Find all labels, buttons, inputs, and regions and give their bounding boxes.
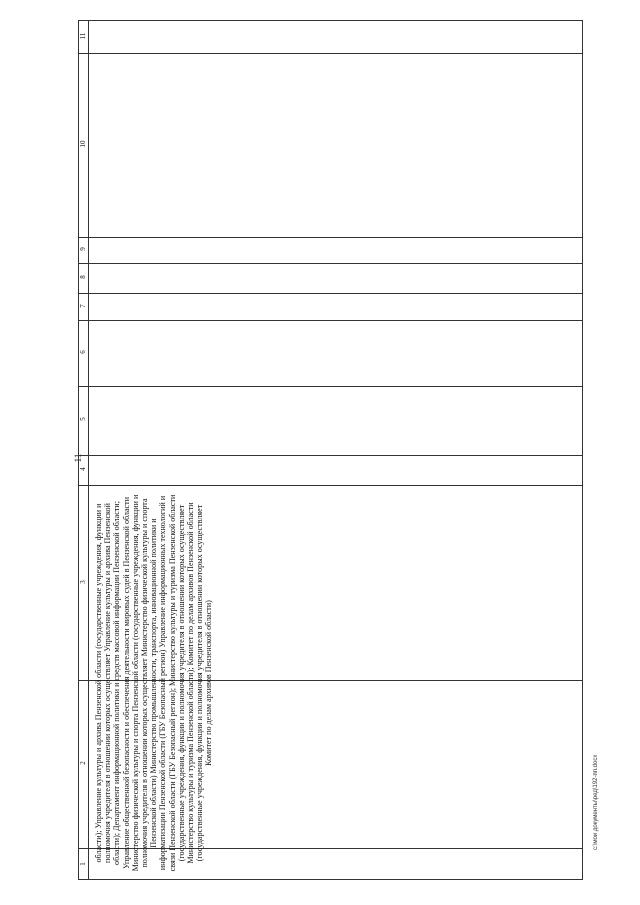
column-header-10: 10: [79, 140, 87, 148]
column-header-1: 1: [79, 862, 87, 866]
column-divider: [78, 320, 583, 321]
column-divider: [78, 53, 583, 54]
column-header-2: 2: [79, 761, 87, 765]
column-header-7: 7: [79, 304, 87, 308]
column-divider: [78, 485, 583, 486]
column-divider: [78, 455, 583, 456]
cell-column-3: [92, 488, 288, 878]
cell-column-3-text: области); Управление культуры и архива Пензенской области (государственные учреждения, функции и полномочия учредителя в отношении которых осуществляет Управление культуры и архива Пензенской области); Департамент информационной политики и средств массовой информации Пензенской области; Управление общественной безопасности и обеспечения деятельности мировых судей в Пензенской области Министерство физической культуры и спорта Пензенской области (государственные учреждения, функции и полномочия учредителя в отношении которых осуществляет Министерство физической культуры и спорта Пензенской области) Министерство промышленности, транспорта, инновационной политики и информатизации Пензенской области (ГБУ Безопасный регион) Управление информационных технологий и связи Пензенской области (ГБУ Безопасный регион); Министерство культуры и туризма Пензенской области (государственные учреждения, функции и полномочия учредителя в отношении которых осуществляет Министерство культуры и туризма Пензенской области); Комитет по делам архивов Пензенской области (государственные учреждения, функции и полномочия учредителя в отношении которых осуществляет Комитет по делам архивов Пензенской области): [94, 494, 214, 872]
column-header-11: 11: [79, 32, 87, 40]
column-header-9: 9: [79, 247, 87, 251]
column-header-8: 8: [79, 275, 87, 279]
footer-file-path: c:\мои документы\ред\192-пп.docx: [593, 754, 599, 850]
page-number: 11: [73, 453, 83, 463]
column-divider: [78, 237, 583, 238]
column-divider: [78, 386, 583, 387]
column-header-6: 6: [79, 350, 87, 354]
column-header-4: 4: [79, 467, 87, 471]
column-header-5: 5: [79, 417, 87, 421]
column-header-3: 3: [79, 580, 87, 584]
column-divider: [78, 263, 583, 264]
column-divider: [78, 293, 583, 294]
header-row-divider: [88, 20, 89, 880]
